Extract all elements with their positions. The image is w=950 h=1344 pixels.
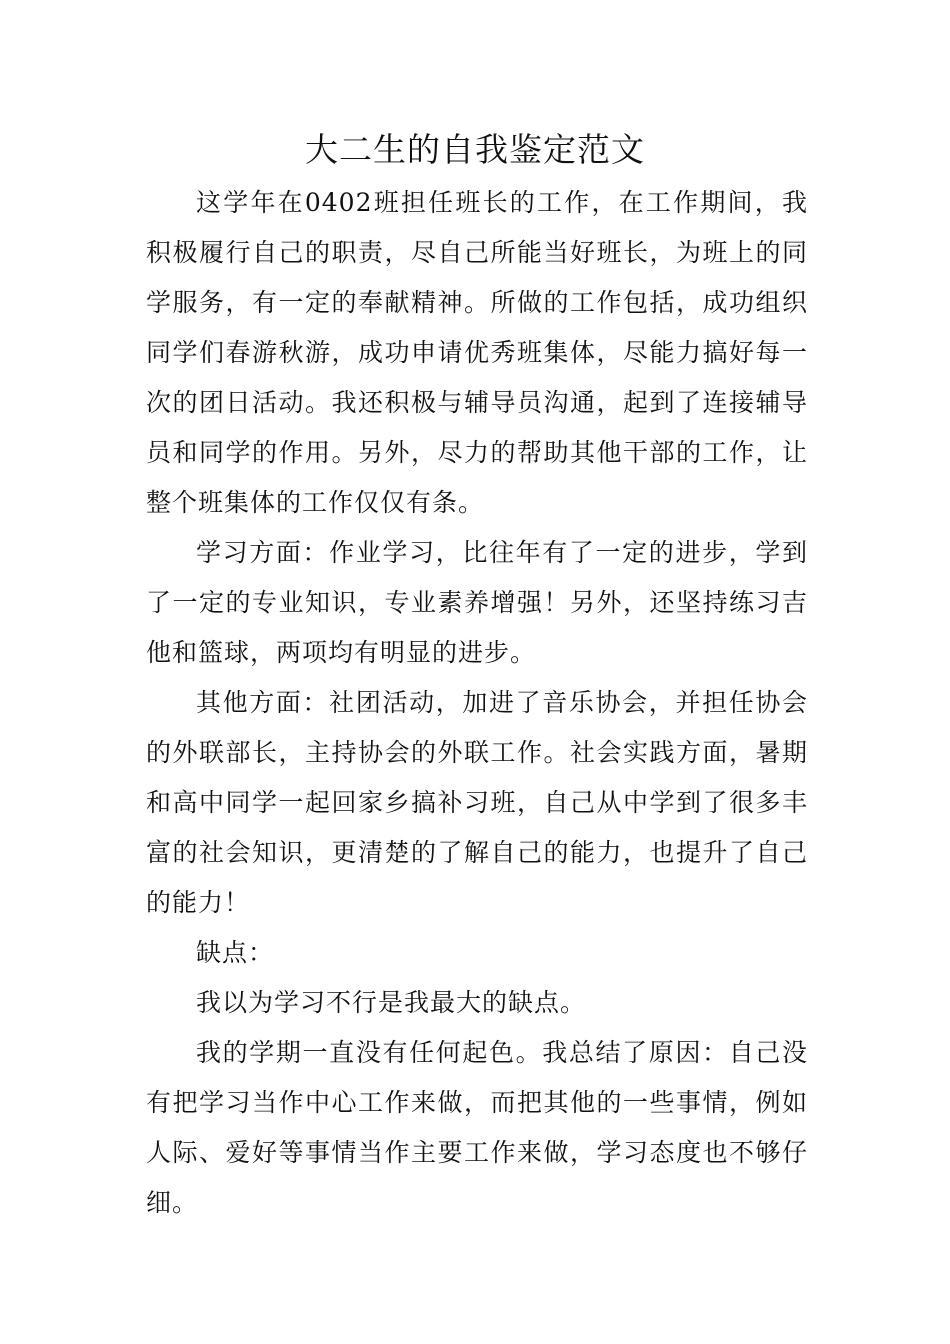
paragraph-other: 其他方面：社团活动，加进了音乐协会，并担任协会的外联部长，主持协会的外联工作。社会实践方面，暑期和高中同学一起回家乡搞补习班，自己从中学到了很多丰富的社会知识，更清楚的了解自己的能力，也提升了自己的能力！ [146,688,808,917]
paragraph-biggest-shortcoming: 我以为学习不行是我最大的缺点。 [196,988,587,1017]
paragraph-reasons: 我的学期一直没有任何起色。我总结了原因：自己没有把学习当作中心工作来做，而把其他的一些事情，例如人际、爱好等事情当作主要工作来做，学习态度也不够仔细。 [146,1038,808,1217]
document-title: 大二生的自我鉴定范文 [305,130,645,169]
paragraph-study: 学习方面：作业学习，比往年有了一定的进步，学到了一定的专业知识，专业素养增强！另外，还坚持练习吉他和篮球，两项均有明显的进步。 [146,538,808,667]
paragraph-shortcomings-heading: 缺点： [196,938,275,967]
paragraph-class-monitor: 这学年在0402班担任班长的工作，在工作期间，我积极履行自己的职责，尽自己所能当好班长，为班上的同学服务，有一定的奉献精神。所做的工作包括，成功组织同学们春游秋游，成功申请优秀班集体，尽能力搞好每一次的团日活动。我还积极与辅导员沟通，起到了连接辅导员和同学的作用。另外，尽力的帮助其他干部的工作，让整个班集体的工作仅仅有条。 [146,188,808,517]
document-body [146,178,808,1228]
